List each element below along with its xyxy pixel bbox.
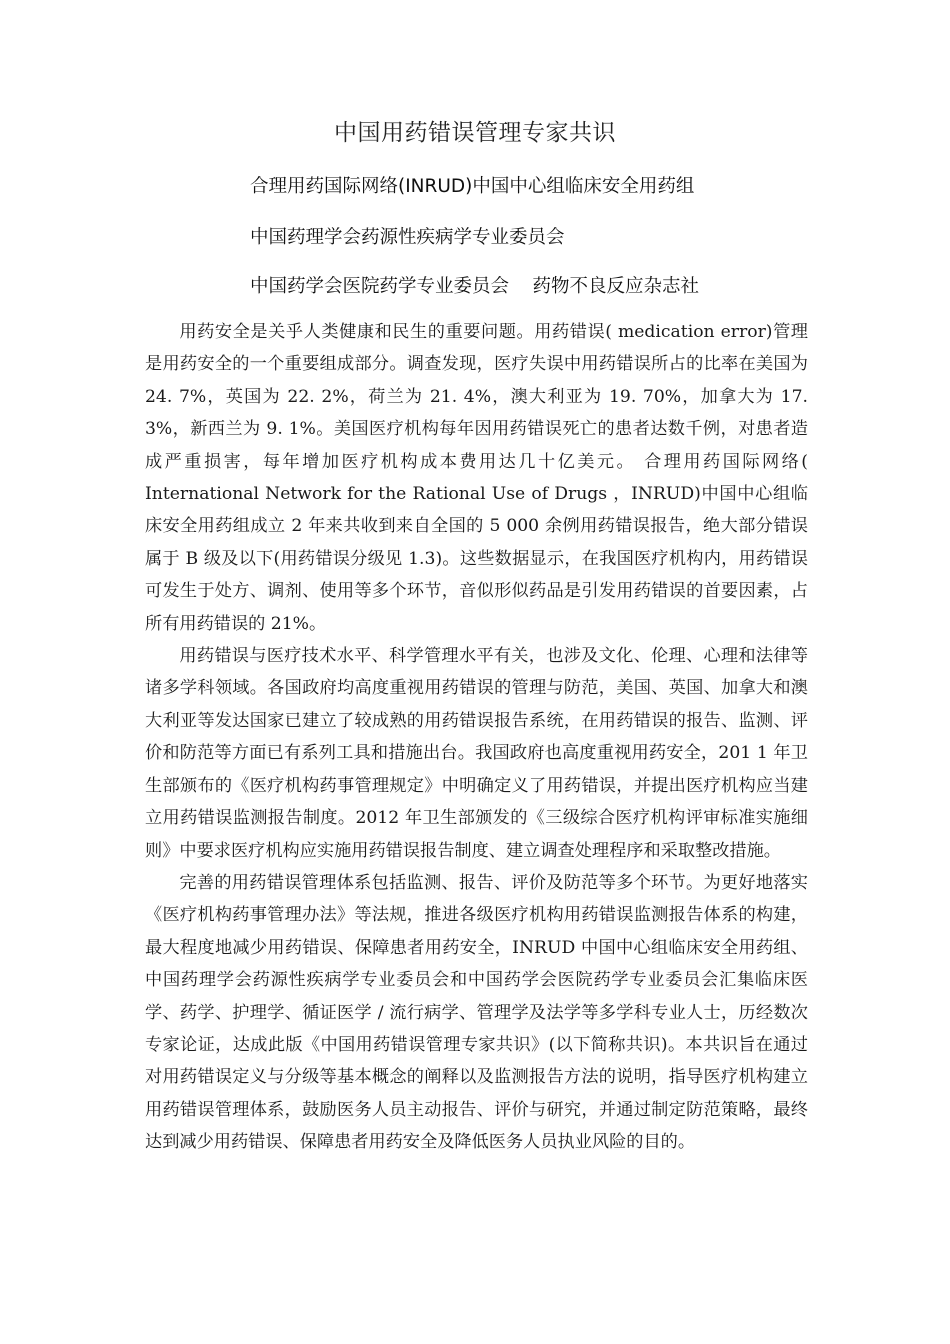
paragraph-2: 用药错误与医疗技术水平、科学管理水平有关，也涉及文化、伦理、心理和法律等诸多学科领域。各国政府均高度重视用药错误的管理与防范，美国、英国、加拿大和澳大利亚等发达国家已建立了较成熟的用药错误报告系统，在用药错误的报告、监测、评价和防范等方面已有系列工具和措施出台。我国政府也高度重视用药安全，201 1 年卫生部颁布的《医疗机构药事管理规定》中明确定义了用药错误，并提出医疗机构应当建立用药错误监测报告制度。2012 年卫生部颁发的《三级综合医疗机构评审标准实施细则》中要求医疗机构应实施用药错误报告制度、建立调查处理程序和采取整改措施。 (145, 646, 808, 861)
organization-line-2: 中国药理学会药源性疾病学专业委员会 (250, 227, 565, 248)
document-body (145, 316, 808, 1159)
paragraph-3: 完善的用药错误管理体系包括监测、报告、评价及防范等多个环节。为更好地落实《医疗机构药事管理办法》等法规，推进各级医疗机构用药错误监测报告体系的构建，最大程度地减少用药错误、保障患者用药安全，INRUD 中国中心组临床安全用药组、中国药理学会药源性疾病学专业委员会和中国药学会医院药学专业委员会汇集临床医学、药学、护理学、循证医学 / 流行病学、管理学及法学等多学科专业人士，历经数次专家论证，达成此版《中国用药错误管理专家共识》(以下简称共识)。本共识旨在通过对用药错误定义与分级等基本概念的阐释以及监测报告方法的说明，指导医疗机构建立用药错误管理体系，鼓励医务人员主动报告、评价与研究，并通过制定防范策略，最终达到减少用药错误、保障患者用药安全及降低医务人员执业风险的目的。 (145, 872, 808, 1153)
organization-line-1: 合理用药国际网络(INRUD)中国中心组临床安全用药组 (250, 176, 695, 197)
paragraph-1: 用药安全是关乎人类健康和民生的重要问题。用药错误( medication error)管理是用药安全的一个重要组成部分。调查发现，医疗失误中用药错误所占的比率在美国为 24. 7%，英国为 22. 2%，荷兰为 21. 4%，澳大利亚为 19. 70%，加拿大为 17. 3%，新西兰为 9. 1%。美国医疗机构每年因用药错误死亡的患者达数千例，对患者造成严重损害，每年增加医疗机构成本费用达几十亿美元。 合理用药国际网络( International Network for the Rational Use of Drugs ，INRUD)中国中心组临床安全用药组成立 2 年来共收到来自全国的 5 000 余例用药错误报告，绝大部分错误属于 B 级及以下(用药错误分级见 1.3)。这些数据显示，在我国医疗机构内，用药错误可发生于处方、调剂、使用等多个环节，音似形似药品是引发用药错误的首要因素，占所有用药错误的 21%。 (145, 322, 808, 634)
organization-line-3: 中国药学会医院药学专业委员会 药物不良反应杂志社 (250, 276, 700, 297)
document-title: 中国用药错误管理专家共识 (334, 120, 616, 146)
